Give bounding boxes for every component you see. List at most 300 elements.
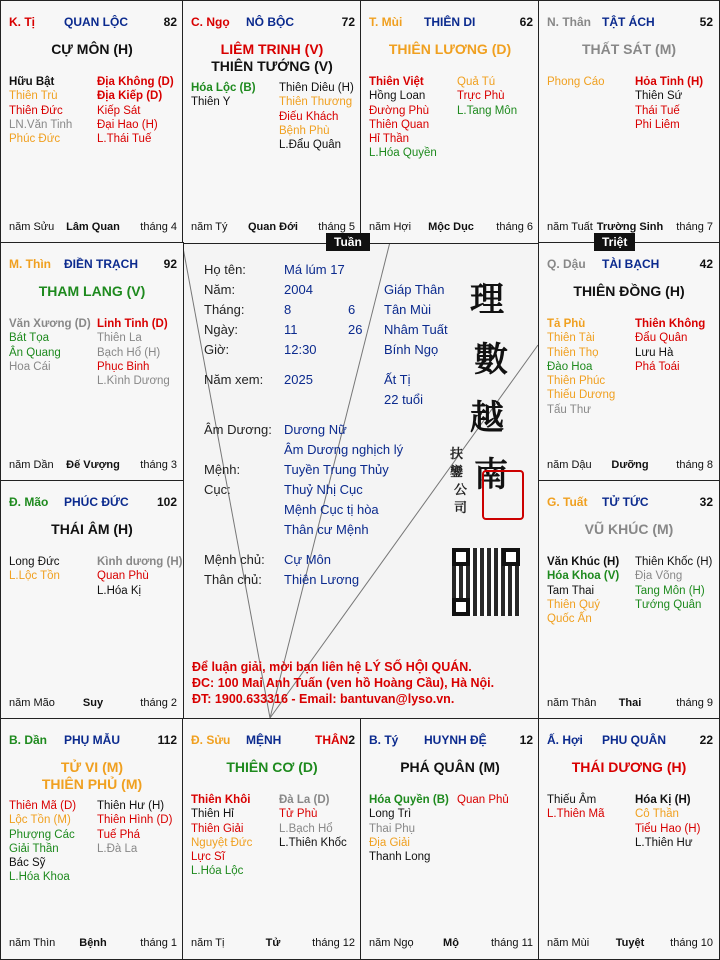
minor-star: Thiên La: [97, 332, 142, 345]
palace-header: [369, 733, 533, 749]
star-list-right: [457, 793, 509, 807]
minor-star: Tiểu Hao (H): [635, 822, 701, 835]
triet-badge: Triệt: [594, 233, 635, 251]
palace-footer: [9, 221, 177, 235]
palace-cell: [0, 0, 184, 244]
main-stars: [1, 283, 183, 300]
info-value: 8: [284, 302, 292, 317]
palace-number: 52: [699, 15, 713, 29]
palace-header: [547, 257, 713, 273]
main-star: THÁI ÂM (H): [51, 521, 133, 537]
calligraphy-char: 理: [470, 280, 504, 320]
star-list-left: [547, 75, 605, 89]
minor-star: Điếu Khách: [279, 110, 339, 123]
minor-star: Thiên Giải: [191, 822, 244, 835]
main-star: THẤT SÁT (M): [581, 41, 677, 57]
minor-star: Hóa Kị (H): [635, 794, 691, 806]
palace-name: QUAN LỘC: [64, 15, 128, 29]
palace-year: năm Tý: [191, 221, 228, 233]
palace-year: năm Dậu: [547, 459, 592, 471]
palace-month: tháng 5: [318, 221, 355, 233]
info-row: [204, 342, 229, 357]
palace-name: HUYNH ĐỆ: [424, 733, 487, 747]
palace-header: [369, 15, 533, 31]
info-row: [204, 302, 244, 317]
palace-month: tháng 12: [312, 937, 355, 949]
minor-star: Thiên Diêu (H): [279, 82, 354, 94]
palace-position: Ấ. Hợi: [547, 733, 583, 747]
minor-star: Tang Môn (H): [635, 584, 705, 597]
info-label: Tháng:: [204, 302, 245, 317]
palace-position: Đ. Sửu: [191, 733, 231, 747]
main-stars: [1, 759, 183, 793]
palace-position: Đ. Mão: [9, 495, 49, 509]
minor-star: Thiếu Âm: [547, 794, 597, 806]
minor-star: Đà La (D): [279, 794, 330, 806]
minor-star: Đại Hao (H): [97, 118, 158, 131]
palace-month: tháng 10: [670, 937, 713, 949]
minor-star: Phá Toái: [635, 360, 680, 373]
minor-star: Thiên Khốc (H): [635, 556, 713, 568]
info-menh-chu-label: Mệnh chủ:: [204, 552, 265, 567]
minor-star: Thiên Quan: [369, 118, 430, 131]
star-list-right: [635, 555, 712, 612]
star-list-left: [9, 555, 60, 584]
info-label: Ngày:: [204, 322, 238, 337]
minor-star: Thiên Tài: [547, 332, 595, 345]
tuan-badge: Tuần: [326, 233, 370, 251]
minor-star: Long Đức: [9, 556, 60, 568]
palace-name: NÔ BỘC: [246, 15, 294, 29]
minor-star: Địa Kiếp (D): [97, 90, 163, 103]
palace-cell: [0, 480, 184, 720]
info-value: 11: [284, 322, 298, 337]
minor-star: Thiên Phúc: [547, 375, 606, 388]
palace-name: MỆNH: [246, 733, 282, 747]
qr-finder: [452, 598, 470, 616]
palace-position: G. Tuất: [547, 495, 588, 509]
minor-star: L.Hóa Quyền: [369, 147, 437, 160]
info-row: [204, 282, 235, 297]
info-am-duong-label: Âm Dương:: [204, 422, 272, 437]
minor-star: Kình dương (H): [97, 556, 183, 568]
minor-star: Bạch Hổ (H): [97, 346, 161, 359]
info-menh-label: Mệnh:: [204, 462, 241, 477]
minor-star: L.Thiên Hư: [635, 836, 693, 849]
star-list-left: [9, 317, 91, 374]
info-am-duong2: Âm Dương nghịch lý: [284, 442, 404, 457]
minor-star: L.Hóa Khoa: [9, 871, 70, 884]
minor-star: Thiên Thương: [279, 96, 353, 109]
star-list-left: [191, 81, 256, 110]
palace-month: tháng 1: [140, 937, 177, 949]
minor-star: Quốc Ấn: [547, 613, 592, 626]
info-value: 2004: [284, 282, 313, 297]
minor-star: Bệnh Phù: [279, 124, 330, 137]
palace-footer: [191, 937, 355, 951]
palace-cell: [182, 0, 362, 244]
minor-star: Bác Sỹ: [9, 857, 46, 870]
minor-star: Quan Phù: [97, 570, 149, 583]
palace-stage: Trường Sinh: [596, 221, 664, 233]
palace-header: [547, 15, 713, 31]
minor-star: Tuế Phá: [97, 828, 141, 841]
minor-star: L.Tang Môn: [457, 104, 518, 117]
info-menh-chu: Cự Môn: [284, 552, 331, 567]
info-lunar: 6: [348, 302, 356, 317]
main-star: THÁI DƯƠNG (H): [571, 759, 687, 775]
minor-star: Hữu Bật: [9, 76, 55, 88]
palace-month: tháng 2: [140, 697, 177, 709]
palace-header: [9, 733, 177, 749]
star-list-right: [97, 317, 170, 388]
than-marker: THÂN: [315, 733, 349, 747]
minor-star: Hóa Lộc (B): [191, 82, 256, 94]
promo-line-1: Để luận giải, mời bạn liên hệ LÝ SỐ HỘI QUÁN.: [192, 660, 472, 674]
star-list-right: [279, 81, 354, 152]
qr-finder: [502, 548, 520, 566]
palace-number: 92: [163, 257, 177, 271]
info-than-chu: Thiên Lương: [284, 572, 360, 587]
palace-month: tháng 11: [490, 937, 533, 949]
palace-year: năm Thân: [547, 697, 597, 709]
palace-footer: [547, 697, 713, 711]
info-row: [204, 372, 263, 387]
minor-star: Hóa Khoa (V): [547, 570, 620, 583]
promo-line-3: ĐT: 1900.633316 - Email: bantuvan@lyso.vn.: [192, 692, 455, 706]
info-canchi: Giáp Thân: [384, 282, 445, 297]
star-list-left: [9, 75, 72, 146]
minor-star: Thiên Hình (D): [97, 814, 173, 827]
palace-footer: [547, 937, 713, 951]
palace-number: 12: [519, 733, 533, 747]
star-list-left: [9, 799, 76, 885]
palace-number: 82: [163, 15, 177, 29]
palace-year: năm Dần: [9, 459, 54, 471]
main-stars: [1, 41, 183, 58]
info-cuc-label: Cục:: [204, 482, 231, 497]
main-star: THAM LANG (V): [38, 283, 146, 299]
palace-stage: Bệnh: [79, 937, 107, 949]
star-list-right: [97, 799, 172, 856]
minor-star: Trực Phù: [457, 90, 505, 103]
main-stars: [1, 521, 183, 538]
info-canchi: Ất Tị: [384, 372, 411, 387]
palace-number: 32: [699, 495, 713, 509]
minor-star: Địa Không (D): [97, 76, 174, 88]
minor-star: Tử Phù: [279, 808, 318, 821]
star-list-right: [635, 317, 705, 374]
palace-cell: [182, 718, 362, 960]
minor-star: Thiên Y: [191, 96, 231, 109]
palace-header: [9, 257, 177, 273]
palace-stage: Tuyệt: [615, 937, 645, 949]
main-stars: [361, 759, 539, 776]
calligraphy-char: 數: [474, 340, 508, 380]
palace-year: năm Hợi: [369, 221, 412, 233]
minor-star: Hỏa Tinh (H): [635, 76, 704, 88]
star-list-right: [635, 793, 700, 850]
main-stars: [539, 41, 719, 58]
main-stars: [183, 41, 361, 75]
star-list-left: [547, 555, 619, 626]
calligraphy-char: 越: [470, 398, 504, 438]
palace-number: 72: [341, 15, 355, 29]
palace-name: PHU QUÂN: [602, 733, 667, 747]
palace-cell: [538, 0, 720, 244]
star-list-right: [635, 75, 703, 132]
palace-year: năm Thìn: [9, 937, 56, 949]
minor-star: Đường Phù: [369, 104, 429, 117]
palace-stage: Thai: [618, 697, 642, 709]
star-list-left: [369, 793, 449, 864]
minor-star: Hồng Loan: [369, 90, 426, 103]
side-calligraphy-char: 鑾: [450, 465, 464, 480]
star-list-right: [97, 75, 174, 146]
minor-star: Thanh Long: [369, 851, 431, 864]
minor-star: Thiên Thọ: [547, 346, 599, 359]
palace-header: [9, 15, 177, 31]
palace-cell: [360, 0, 540, 244]
palace-footer: [369, 937, 533, 951]
star-list-left: [191, 793, 252, 879]
palace-position: K. Tị: [9, 15, 35, 29]
star-list-right: [97, 555, 182, 598]
minor-star: Tướng Quân: [635, 598, 702, 611]
palace-header: [9, 495, 177, 511]
minor-star: Phục Binh: [97, 360, 150, 373]
main-star: LIÊM TRINH (V): [220, 41, 324, 57]
minor-star: Thiên Hư (H): [97, 800, 165, 812]
age: 22 tuổi: [384, 392, 424, 407]
palace-header: [547, 495, 713, 511]
palace-stage: Đế Vượng: [66, 459, 120, 471]
palace-cell: [0, 242, 184, 482]
palace-number: 62: [519, 15, 533, 29]
palace-cell: [538, 480, 720, 720]
palace-stage: Lâm Quan: [66, 221, 120, 233]
minor-star: Tả Phù: [547, 318, 586, 330]
main-stars: [539, 759, 719, 776]
palace-header: [191, 15, 355, 31]
palace-cell: [538, 718, 720, 960]
minor-star: Đẩu Quân: [635, 332, 688, 345]
minor-star: Văn Xương (D): [9, 318, 91, 330]
info-am-duong: Dương Nữ: [284, 422, 347, 437]
main-star: THIÊN CƠ (D): [226, 759, 318, 775]
palace-year: năm Tuất: [547, 221, 593, 233]
minor-star: L.Hóa Lộc: [191, 865, 244, 878]
minor-star: Ân Quang: [9, 346, 61, 359]
minor-star: L.Hóa Kị: [97, 584, 142, 597]
palace-cell: [360, 718, 540, 960]
palace-cell: [538, 242, 720, 482]
palace-cell: [0, 718, 184, 960]
palace-stage: Mộc Dục: [428, 221, 474, 233]
minor-star: Văn Khúc (H): [547, 556, 620, 568]
palace-number: 112: [157, 733, 177, 747]
palace-month: tháng 3: [140, 459, 177, 471]
minor-star: Thiên Quý: [547, 598, 601, 611]
info-menh: Tuyền Trung Thủy: [284, 462, 389, 477]
info-value: 2025: [284, 372, 313, 387]
minor-star: Hỉ Thần: [369, 133, 410, 146]
info-than-chu-label: Thân chủ:: [204, 572, 262, 587]
palace-month: tháng 9: [676, 697, 713, 709]
info-cuc3: Thân cư Mệnh: [284, 522, 369, 537]
palace-header: [191, 733, 355, 749]
palace-number: 22: [699, 733, 713, 747]
star-list-right: [457, 75, 517, 118]
minor-star: Lực Sĩ: [191, 851, 225, 864]
palace-year: năm Tị: [191, 937, 225, 949]
palace-footer: [9, 459, 177, 473]
minor-star: Thai Phụ: [369, 822, 416, 835]
info-cuc2: Mệnh Cục tị hòa: [284, 502, 379, 517]
minor-star: Địa Võng: [635, 570, 683, 583]
main-star: THIÊN TƯỚNG (V): [211, 58, 333, 74]
info-canchi: Nhâm Tuất: [384, 322, 448, 337]
minor-star: Bát Tọa: [9, 332, 50, 345]
minor-star: Giải Thần: [9, 842, 59, 855]
palace-month: tháng 7: [676, 221, 713, 233]
main-star: VŨ KHÚC (M): [584, 521, 674, 537]
palace-stage: Dưỡng: [611, 459, 649, 471]
palace-position: C. Ngọ: [191, 15, 230, 29]
palace-name: THIÊN DI: [424, 15, 476, 29]
minor-star: Long Trì: [369, 808, 412, 821]
palace-month: tháng 6: [496, 221, 533, 233]
minor-star: Cô Thần: [635, 808, 679, 821]
minor-star: Đào Hoa: [547, 360, 593, 373]
qr-finder: [452, 548, 470, 566]
palace-year: năm Sửu: [9, 221, 55, 233]
palace-footer: [547, 459, 713, 473]
side-calligraphy-char: 扶: [450, 447, 464, 462]
minor-star: L.Thái Tuế: [97, 133, 152, 146]
minor-star: Thiên Đức: [9, 104, 63, 117]
promo-line-2: ĐC: 100 Mai Anh Tuấn (ven hồ Hoàng Cầu), Hà Nội.: [192, 676, 495, 690]
info-canchi: Tân Mùi: [384, 302, 431, 317]
info-label: Giờ:: [204, 342, 230, 357]
palace-footer: [9, 697, 177, 711]
palace-year: năm Mùi: [547, 937, 590, 949]
info-label: Năm xem:: [204, 372, 264, 387]
palace-name: PHÚC ĐỨC: [64, 495, 129, 509]
info-cuc: Thuỷ Nhị Cục: [284, 482, 363, 497]
star-list-right: [279, 793, 347, 850]
palace-position: B. Tý: [369, 733, 399, 747]
main-stars: [539, 521, 719, 538]
minor-star: Thiên Hỉ: [191, 808, 234, 821]
palace-name: ĐIỀN TRẠCH: [64, 257, 138, 271]
palace-number: 2: [348, 733, 355, 747]
info-row: [204, 322, 238, 337]
palace-position: T. Mùi: [369, 15, 403, 29]
minor-star: Lộc Tồn (M): [9, 814, 71, 827]
minor-star: Tam Thai: [547, 584, 595, 597]
palace-stage: Mộ: [443, 937, 459, 949]
minor-star: Thiên Khôi: [191, 794, 251, 806]
info-value: 12:30: [284, 342, 317, 357]
palace-footer: [9, 937, 177, 951]
minor-star: Quan Phủ: [457, 794, 509, 806]
palace-position: M. Thìn: [9, 257, 51, 271]
palace-header: [547, 733, 713, 749]
star-list-left: [547, 317, 615, 417]
main-stars: [361, 41, 539, 58]
minor-star: Phượng Các: [9, 828, 75, 841]
minor-star: L.Lộc Tồn: [9, 570, 60, 583]
main-star: CỰ MÔN (H): [51, 41, 133, 57]
palace-month: tháng 8: [676, 459, 713, 471]
info-lunar: 26: [348, 322, 363, 337]
palace-position: B. Dần: [9, 733, 48, 747]
star-list-left: [547, 793, 605, 822]
minor-star: L.Thiên Khốc: [279, 836, 347, 849]
palace-position: Q. Dậu: [547, 257, 586, 271]
palace-footer: [369, 221, 533, 235]
minor-star: Hoa Cái: [9, 360, 51, 373]
minor-star: Địa Giải: [369, 836, 410, 849]
minor-star: Thiên Mã (D): [9, 800, 77, 812]
palace-name: TẬT ÁCH: [602, 15, 655, 29]
palace-position: N. Thân: [547, 15, 591, 29]
palace-stage: Suy: [82, 697, 104, 709]
minor-star: Thiên Không: [635, 318, 706, 330]
center-info-panel: [182, 242, 538, 718]
minor-star: Lưu Hà: [635, 346, 674, 359]
palace-number: 42: [699, 257, 713, 271]
minor-star: L.Bạch Hổ: [279, 822, 333, 835]
star-list-left: [369, 75, 437, 161]
minor-star: Tấu Thư: [547, 403, 591, 416]
palace-year: năm Mão: [9, 697, 55, 709]
palace-month: tháng 4: [140, 221, 177, 233]
palace-year: năm Ngọ: [369, 937, 414, 949]
minor-star: Phúc Đức: [9, 133, 61, 146]
info-label: Năm:: [204, 282, 236, 297]
palace-name: TỬ TỨC: [602, 495, 649, 509]
minor-star: L.Kình Dương: [97, 375, 170, 388]
minor-star: Thiếu Dương: [547, 389, 616, 402]
palace-name: TÀI BẠCH: [602, 257, 660, 271]
minor-star: Thiên Việt: [369, 76, 424, 88]
minor-star: Linh Tinh (D): [97, 318, 168, 330]
palace-stage: Quan Đới: [248, 221, 298, 233]
minor-star: Thái Tuế: [635, 104, 680, 117]
palace-stage: Tử: [265, 937, 281, 949]
minor-star: LN.Văn Tinh: [9, 118, 73, 131]
main-star: THIÊN LƯƠNG (D): [388, 41, 512, 57]
palace-name: PHỤ MẪU: [64, 733, 120, 747]
minor-star: Phi Liêm: [635, 118, 680, 131]
info-value: Má lúm 17: [284, 262, 345, 277]
minor-star: Nguyệt Đức: [191, 836, 253, 849]
main-star: PHÁ QUÂN (M): [400, 759, 500, 775]
main-stars: [183, 759, 361, 776]
minor-star: Hóa Quyền (B): [369, 794, 449, 806]
minor-star: Phong Cáo: [547, 76, 605, 88]
minor-star: Quả Tú: [457, 76, 496, 88]
palace-number: 102: [156, 495, 177, 509]
minor-star: L.Đẩu Quân: [279, 139, 342, 152]
main-star: THIÊN PHỦ (M): [41, 776, 143, 792]
main-star: THIÊN ĐỒNG (H): [573, 283, 685, 299]
red-seal: [482, 470, 524, 520]
minor-star: L.Thiên Mã: [547, 808, 605, 821]
main-star: TỬ VI (M): [60, 759, 124, 775]
